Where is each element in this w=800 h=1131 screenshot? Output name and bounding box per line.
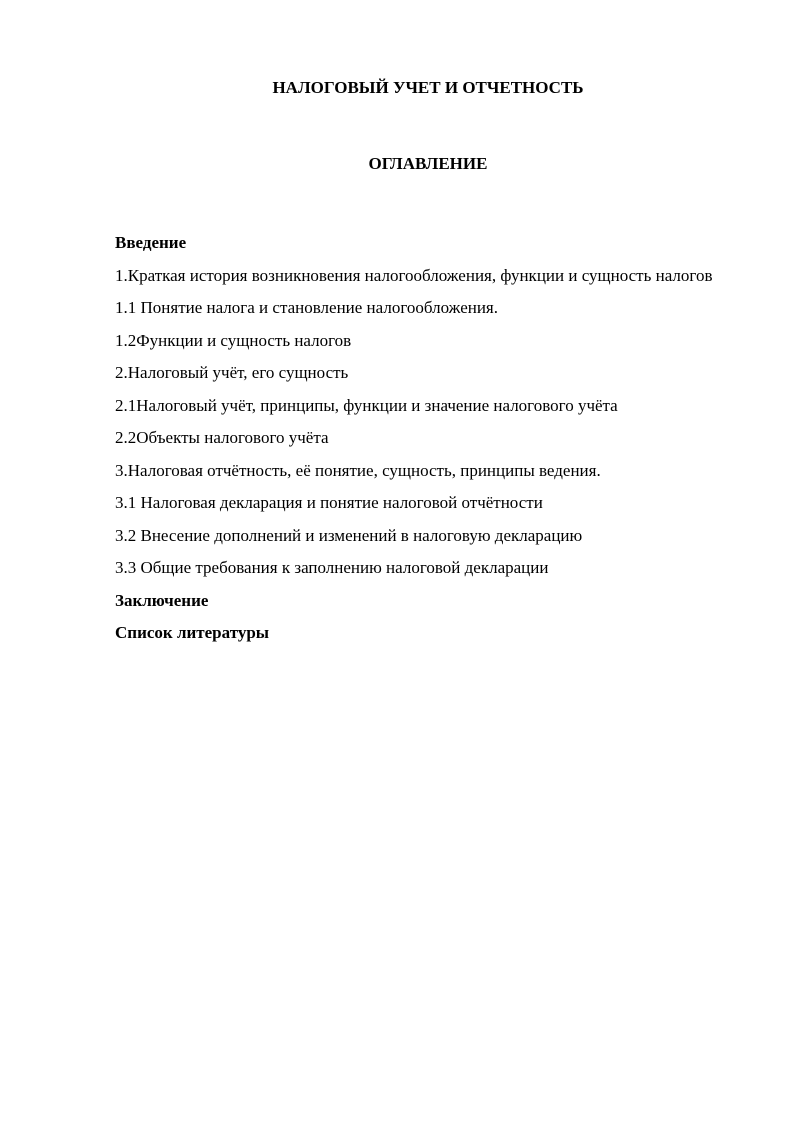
toc-item-conclusion: Заключение xyxy=(115,590,209,610)
toc-item-chapter-3: 3.Налоговая отчётность, её понятие, сущность, принципы ведения. xyxy=(115,460,601,480)
toc-item-section-1-1: 1.1 Понятие налога и становление налогообложения. xyxy=(115,298,498,317)
toc-item-section-3-3: 3.3 Общие требования к заполнению налоговой декларации xyxy=(115,558,549,577)
toc-item-section-3-2: 3.2 Внесение дополнений и изменений в налоговую декларацию xyxy=(115,525,583,545)
toc-item-bibliography: Список литературы xyxy=(115,623,270,642)
toc-item-section-1-2: 1.2Функции и сущность налогов xyxy=(115,330,352,350)
toc-item-chapter-2: 2.Налоговый учёт, его сущность xyxy=(115,363,349,382)
table-of-contents xyxy=(115,227,742,650)
toc-item-section-2-1: 2.1Налоговый учёт, принципы, функции и значение налогового учёта xyxy=(115,395,618,415)
toc-item-section-2-2: 2.2Объекты налогового учёта xyxy=(115,428,329,447)
toc-item-introduction: Введение xyxy=(115,233,187,252)
toc-heading: ОГЛАВЛЕНИЕ xyxy=(368,154,488,173)
toc-item-section-3-1: 3.1 Налоговая декларация и понятие налоговой отчётности xyxy=(115,493,543,512)
toc-item-chapter-1: 1.Краткая история возникновения налогообложения, функции и сущность налогов xyxy=(115,265,713,285)
document-title: НАЛОГОВЫЙ УЧЕТ И ОТЧЕТНОСТЬ xyxy=(272,78,584,97)
